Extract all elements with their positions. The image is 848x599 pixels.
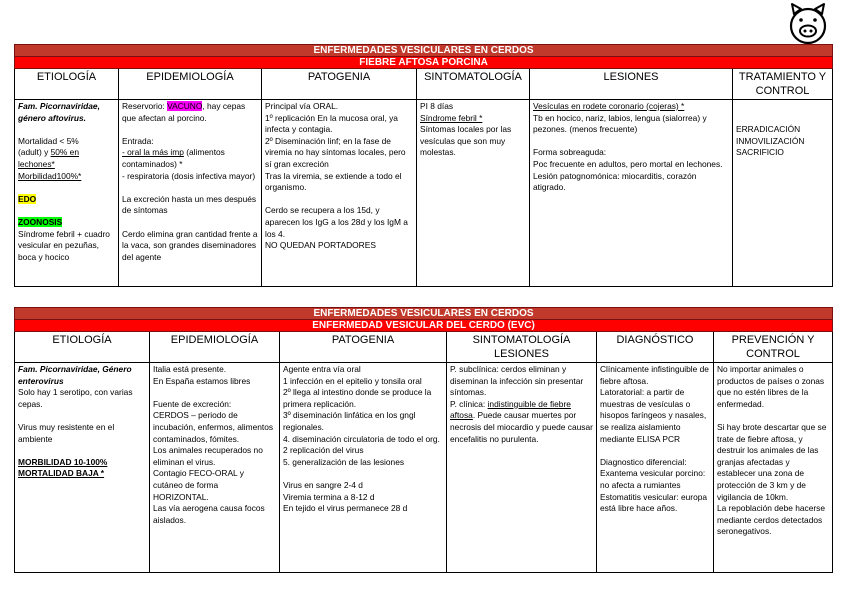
serotipo: Solo hay 1 serotipo, con varias cepas. (18, 387, 133, 409)
header-tratamiento: TRATAMIENTO Y CONTROL (733, 69, 833, 100)
patogenia-line: Virus en sangre 2-4 d (283, 479, 363, 490)
header-patogenia: PATOGENIA (280, 332, 447, 363)
patogenia-line: 2º llega al intestino donde se produce la primera replicación. (283, 387, 432, 409)
cell-prevencion (714, 363, 833, 573)
lesiones-line: Poc frecuente en adultos, pero mortal en lechones. (533, 158, 723, 169)
diagnostico-line: Latoratorial: a partir de muestras de vesículas o hisopos faríngeos y nasales, se realiza aislamiento mediante ELISA PCR (600, 387, 707, 444)
header-epidemiologia: EPIDEMIOLOGÍA (150, 332, 280, 363)
etiologia-family: Fam. Picornaviridae, género aftovirus. (18, 101, 100, 123)
entrada-respiratoria: - respiratoria (dosis infectiva mayor) (122, 170, 256, 181)
cell-sintomatologia-evc (447, 363, 597, 573)
evc-table (14, 307, 833, 573)
header-patogenia: PATOGENIA (262, 69, 417, 100)
cell-etiologia (15, 100, 119, 287)
table1-subtitle: FIEBRE AFTOSA PORCINA (15, 57, 833, 69)
cell-lesiones (530, 100, 733, 287)
lesiones-line: Tb en hocico, nariz, labios, lengua (sialorrea) y pezones. (menos frecuente) (533, 112, 707, 135)
cell-etiologia-evc (15, 363, 150, 573)
table2-subtitle: ENFERMEDAD VESICULAR DEL CERDO (EVC) (15, 320, 833, 332)
sintomatologia-clinica: P. clínica: indistinguible de fiebre aftosa. Puede causar muertes por necrosis del miocardio y puede causar encefalitis no purulenta. (450, 398, 593, 444)
patogenia-line: 3º diseminación linfática en los gngl regionales. (283, 410, 416, 432)
entrada-oral: - oral la más imp (alimentos contaminados) * (122, 147, 225, 169)
prevencion-line: No importar animales o productos de países o zonas que no estén libres de la enfermedad. (717, 364, 825, 409)
patogenia-line: 1 infección en el epitelio y tonsila oral (283, 375, 422, 386)
epidemiologia-line: Contagio FECO-ORAL y cutáneo de forma HORIZONTAL. (153, 468, 244, 502)
lesiones-line: Forma sobreaguda: (533, 147, 607, 158)
etiologia-family: Fam. Picornaviridae, Género enterovirus (18, 364, 132, 386)
diagnostico-line: Estomatitis vesicular: europa está libre hace años. (600, 491, 708, 514)
zoonosis-badge: ZOONOSIS (18, 216, 63, 227)
epidemiologia-line: Los animales recuperados no eliminan el virus. (153, 445, 263, 467)
tratamiento-item: SACRIFICIO (736, 147, 784, 158)
vacuno-highlight: VACUNO (167, 101, 203, 111)
epidemiologia-line: Italia está presente. (153, 364, 227, 374)
entrada: Entrada: (122, 135, 154, 146)
cell-diagnostico (597, 363, 714, 573)
epidemiologia-line: Las vía aerogena causa focos aislados. (153, 503, 265, 525)
header-etiologia: ETIOLOGÍA (15, 332, 150, 363)
sintomatologia-line: P. subclínica: cerdos eliminan y diseminan la infección sin presentar síntomas. (450, 364, 584, 398)
prevencion-line: Si hay brote descartar que se trate de fiebre aftosa, y destruir los animales de las granjas afectadas y establecer una zona de protección de 3 km y de vigilancia de 10km. (717, 421, 827, 502)
morbilidad: MORBILIDAD 10-100% (18, 456, 108, 467)
header-sintomatologia: SINTOMATOLOGÍA (417, 69, 530, 100)
diagnostico-line: Exantema vesicular porcino: no afecta a rumiantes (600, 468, 706, 490)
table1-title: ENFERMEDADES VESICULARES EN CERDOS (15, 45, 833, 57)
resistente: Virus muy resistente en el ambiente (18, 421, 115, 444)
edo-badge: EDO (18, 193, 37, 204)
patogenia-line: En tejido el virus permanece 28 d (283, 503, 408, 514)
diagnostico-line: Clínicamente infistinguible de fiebre aftosa. (600, 364, 709, 386)
cerdo-elimina: Cerdo elimina gran cantidad frente a la vaca, son grandes diseminadores del agente (122, 228, 258, 262)
epidemiologia-line: Fuente de excreción: (153, 398, 232, 409)
patogenia-line: 4. diseminación circulatoria de todo el org. 2 replicación del virus (283, 433, 440, 456)
lesiones-line: Lesión patognomónica: miocarditis, corazón atigrado. (533, 170, 697, 193)
mortalidad: MORTALIDAD BAJA * (18, 468, 105, 479)
sindrome-febril: Síndrome febril * (420, 112, 483, 123)
patogenia-line: Principal vía ORAL. (265, 101, 339, 111)
cell-patogenia (262, 100, 417, 287)
sindrome-text: Síndrome febril + cuadro vesicular en pezuñas, boca y hocico (18, 228, 110, 262)
cell-tratamiento (733, 100, 833, 287)
patogenia-line: Viremia termina a 8-12 d (283, 491, 375, 502)
tratamiento-item: INMOVILIZACIÓN (736, 135, 805, 146)
mortalidad-adult: Mortalidad < 5% (18, 135, 79, 146)
patogenia-line: NO QUEDAN PORTADORES (265, 240, 376, 251)
table2-title: ENFERMEDADES VESICULARES EN CERDOS (15, 308, 833, 320)
lesiones-line: Vesículas en rodete coronario (cojeras) * (533, 101, 685, 111)
sintomas-locales: Síntomas locales por las vesículas que son muy molestas. (420, 124, 512, 158)
header-lesiones: LESIONES (530, 69, 733, 100)
periodo-incubacion: PI 8 días (420, 101, 454, 111)
cell-patogenia-evc (280, 363, 447, 573)
patogenia-line: Cerdo se recupera a los 15d, y aparecen los IgG a los 28d y los IgM a los 4. (265, 205, 408, 239)
mortalidad-lechones: (adult) y 50% en (18, 147, 79, 158)
cell-sintomatologia (417, 100, 530, 287)
fiebre-aftosa-table (14, 44, 833, 287)
header-epidemiologia: EPIDEMIOLOGÍA (119, 69, 262, 100)
epidemiologia-line: CERDOS – periodo de incubación, enfermos, alimentos contaminados, fómites. (153, 410, 274, 444)
header-sintomatologia-lesiones: SINTOMATOLOGÍA LESIONES (447, 332, 597, 363)
patogenia-line: 2º Diseminación linf; en la fase de viremia no hay síntomas locales, pero sí gran excreción (265, 135, 406, 169)
patogenia-line: 1º replicación En la mucosa oral, ya infecta y contagia. (265, 112, 398, 135)
reservorio: Reservorio: VACUNO, hay cepas que afectan al porcino. (122, 101, 246, 123)
diagnostico-line: Diagnostico diferencial: (600, 456, 687, 467)
patogenia-line: Agente entra vía oral (283, 364, 361, 374)
cell-epidemiologia-evc (150, 363, 280, 573)
header-etiologia: ETIOLOGÍA (15, 69, 119, 100)
mortalidad-lechones-2: lechones* (18, 158, 55, 169)
header-diagnostico: DIAGNÓSTICO (597, 332, 714, 363)
epidemiologia-line: En España estamos libres (153, 375, 251, 386)
excrecion: La excreción hasta un mes después de síntomas (122, 193, 257, 216)
pig-icon (786, 2, 830, 46)
prevencion-line: La repoblación debe hacerse mediante cerdos detectados seronegativos. (717, 503, 826, 537)
tratamiento-item: ERRADICACIÓN (736, 124, 801, 134)
cell-epidemiologia (119, 100, 262, 287)
header-prevencion: PREVENCIÓN Y CONTROL (714, 332, 833, 363)
patogenia-line: Tras la viremia, se extiende a todo el organismo. (265, 170, 402, 193)
patogenia-line: 5. generalización de las lesiones (283, 456, 405, 467)
morbilidad: Morbilidad100%* (18, 170, 82, 181)
